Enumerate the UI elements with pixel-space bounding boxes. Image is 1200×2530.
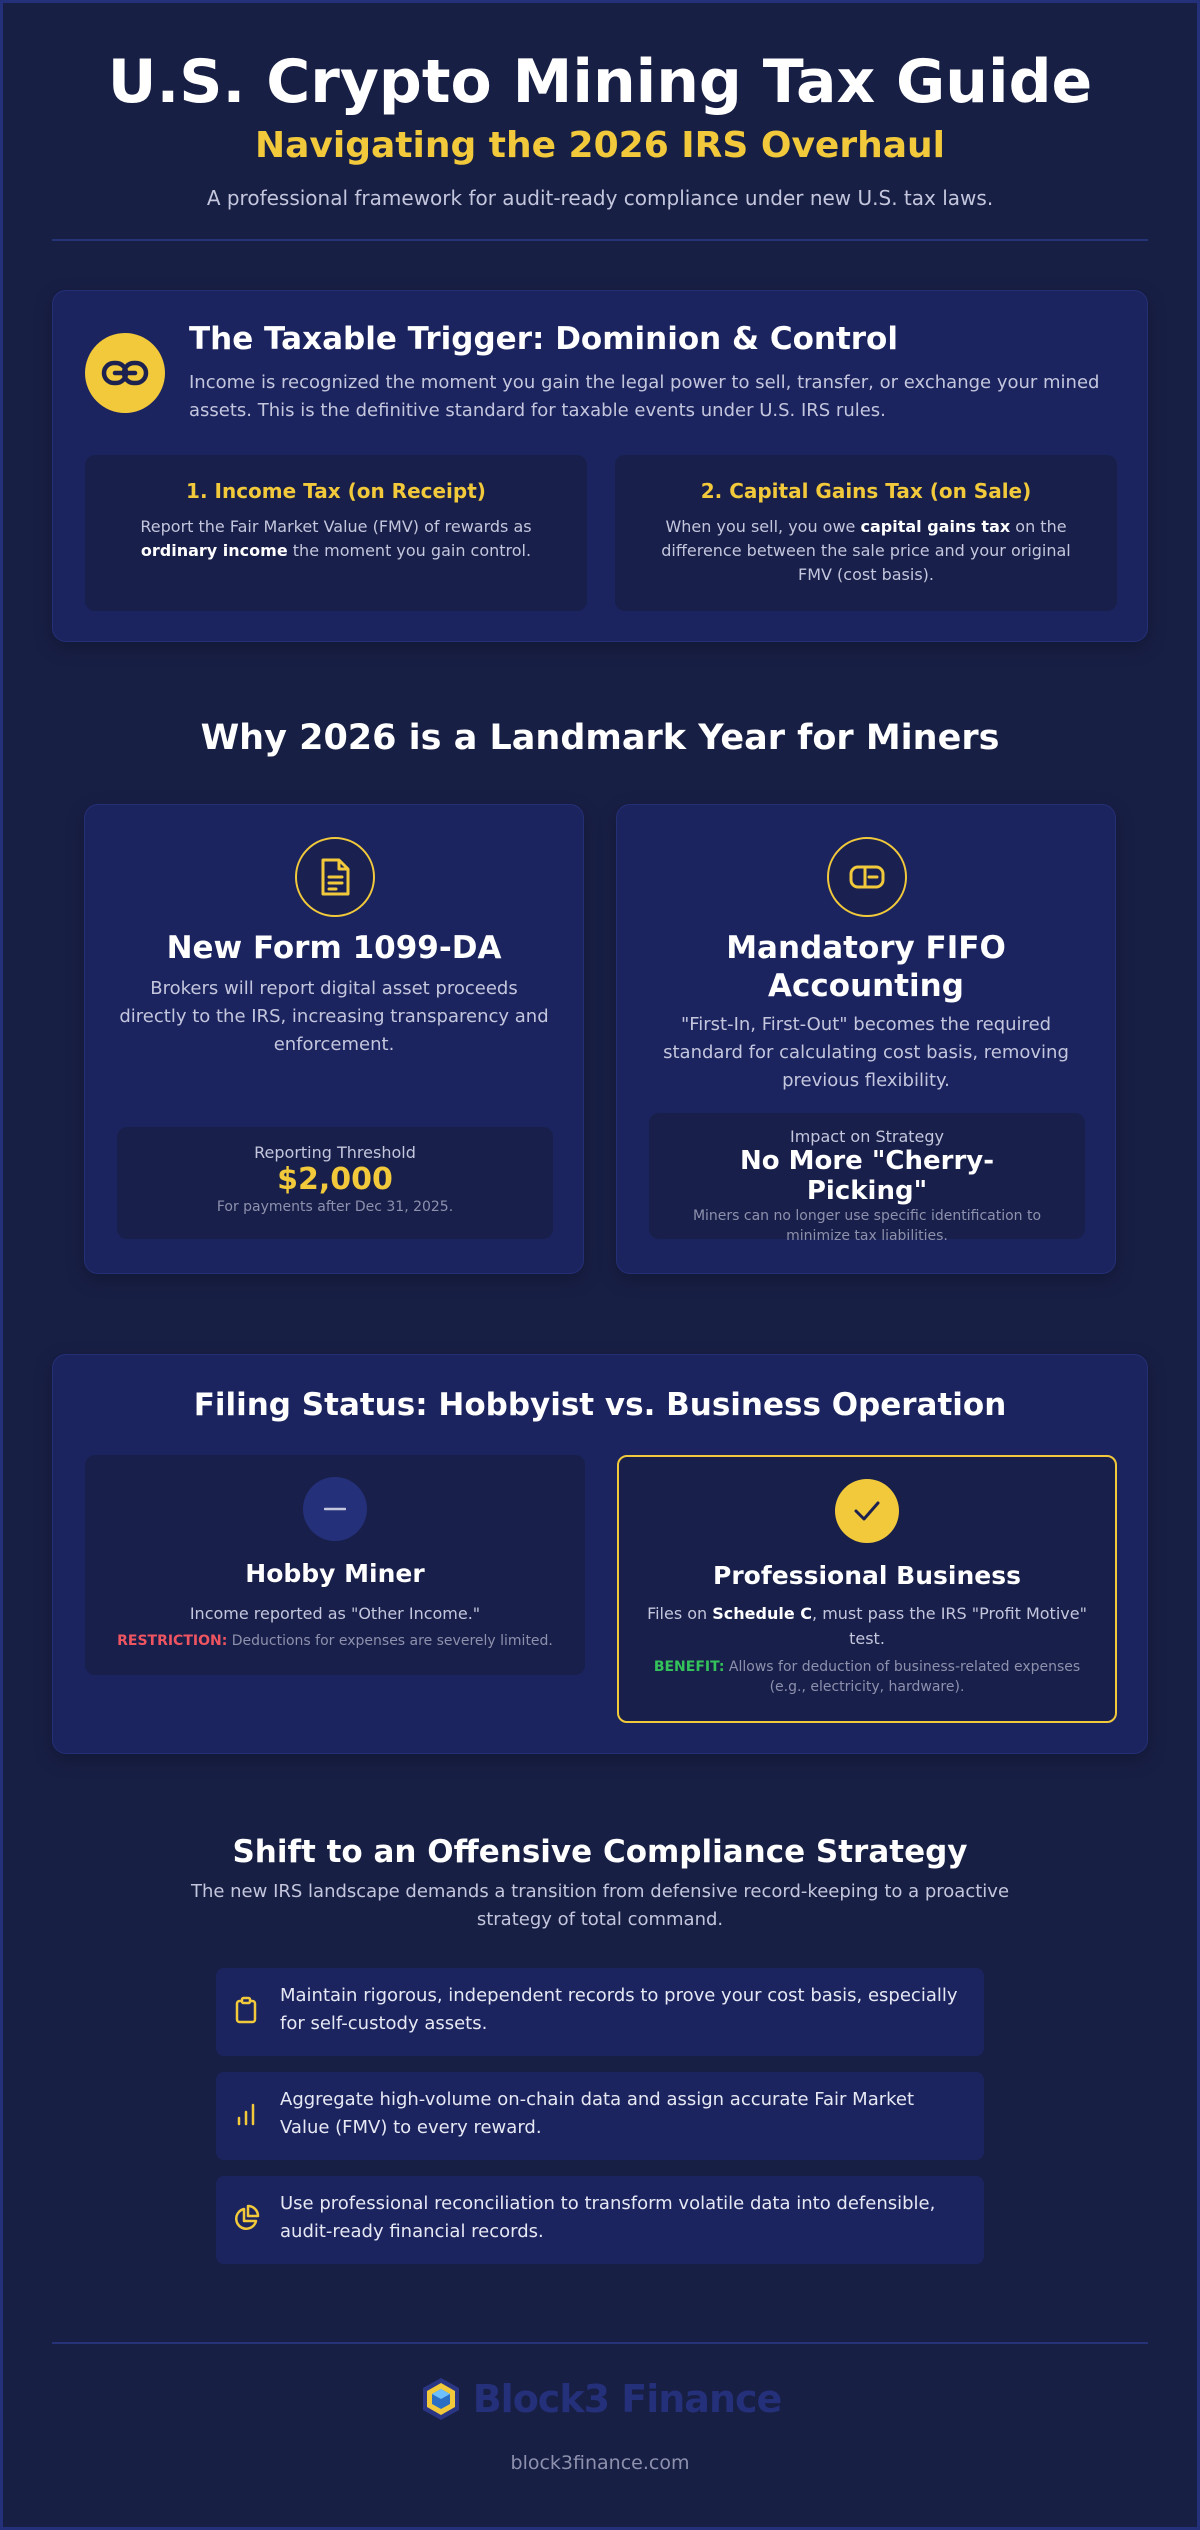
benefit-text: Allows for deduction of business-related expenses (e.g., electricity, hardware). — [724, 1659, 1081, 1695]
pie-chart-icon — [232, 2204, 260, 2232]
strategy-item — [216, 2176, 984, 2264]
filing-status-title: Filing Status: Hobbyist vs. Business Operation — [193, 1387, 1007, 1423]
trigger-description: Income is recognized the moment you gain the legal power to sell, transfer, or exchange your mined assets. This is the definitive standard for taxable events under U.S. IRS rules. — [189, 372, 1100, 421]
fifo-title-line2: Accounting — [768, 968, 964, 1004]
minus-icon — [303, 1477, 367, 1541]
clipboard-icon — [232, 1996, 260, 2024]
hobby-miner-box — [85, 1455, 585, 1675]
strategy-item — [216, 2072, 984, 2160]
strategy-description: The new IRS landscape demands a transition from defensive record-keeping to a proactive strategy of total command. — [190, 1881, 1010, 1930]
footer-brand: Block3 Finance — [472, 2377, 782, 2421]
page-title: U.S. Crypto Mining Tax Guide — [107, 47, 1093, 117]
link-icon — [85, 333, 165, 413]
strategy-item-text: Maintain rigorous, independent records to prove your cost basis, especially for self-custody assets. — [280, 1985, 958, 2034]
page-header — [0, 44, 1200, 210]
income-tax-text-b: the moment you gain control. — [287, 541, 532, 560]
fifo-text: "First-In, First-Out" becomes the required standard for calculating cost basis, removing previous flexibility. — [663, 1014, 1069, 1091]
professional-business-text — [647, 1601, 1087, 1651]
capital-gains-box — [615, 455, 1117, 611]
strategy-item-text: Use professional reconciliation to transform volatile data into defensible, audit-ready financial records. — [280, 2193, 936, 2242]
business-text-bold: Schedule C — [712, 1604, 813, 1623]
income-tax-title: 1. Income Tax (on Receipt) — [186, 479, 486, 503]
income-tax-text — [115, 515, 557, 563]
restriction-text: Deductions for expenses are severely limited. — [227, 1633, 553, 1649]
impact-label: Impact on Strategy — [790, 1127, 944, 1146]
threshold-label: Reporting Threshold — [254, 1143, 416, 1162]
threshold-note: For payments after Dec 31, 2025. — [216, 1199, 454, 1215]
bar-chart-icon — [232, 2100, 260, 2128]
impact-value: No More "Cherry-Picking" — [739, 1146, 995, 1206]
benefit-tag: BENEFIT: — [653, 1659, 725, 1675]
checkmark-icon — [835, 1479, 899, 1543]
capital-gains-text-a: When you sell, you owe — [665, 517, 861, 536]
reporting-threshold-box — [117, 1127, 553, 1239]
strategy-item-text: Aggregate high-volume on-chain data and assign accurate Fair Market Value (FMV) to every reward. — [280, 2089, 915, 2138]
threshold-value: $2,000 — [277, 1162, 393, 1197]
income-tax-box — [85, 455, 587, 611]
hobby-miner-title: Hobby Miner — [245, 1559, 425, 1588]
capital-gains-text-b: on the difference between the sale price and your original FMV (cost basis). — [661, 517, 1071, 584]
capital-gains-text-bold: capital gains tax — [860, 517, 1011, 536]
taxable-trigger-panel — [52, 290, 1148, 642]
landmark-title: Why 2026 is a Landmark Year for Miners — [200, 718, 1000, 758]
restriction-tag: RESTRICTION: — [117, 1633, 228, 1649]
fifo-title — [617, 929, 1115, 1005]
page-subtitle: Navigating the 2026 IRS Overhaul — [255, 125, 945, 166]
page-tagline: A professional framework for audit-ready compliance under new U.S. tax laws. — [206, 186, 994, 210]
fifo-card — [616, 804, 1116, 1274]
trigger-title: The Taxable Trigger: Dominion & Control — [189, 321, 898, 357]
capital-gains-text — [645, 515, 1087, 587]
hobby-miner-note — [105, 1631, 565, 1651]
filing-status-panel — [52, 1354, 1148, 1754]
business-text-a: Files on — [647, 1604, 713, 1623]
form-1099-title: New Form 1099-DA — [166, 930, 502, 966]
header-divider — [52, 239, 1148, 241]
professional-business-box — [617, 1455, 1117, 1723]
strategy-item — [216, 1968, 984, 2056]
income-tax-text-a: Report the Fair Market Value (FMV) of rewards as — [140, 517, 532, 536]
professional-business-title: Professional Business — [713, 1561, 1021, 1590]
impact-note: Miners can no longer use specific identification to minimize tax liabilities. — [692, 1208, 1042, 1244]
strategy-impact-box — [649, 1113, 1085, 1244]
document-icon — [295, 837, 375, 917]
footer-logo — [0, 2376, 1200, 2422]
professional-business-note — [649, 1657, 1085, 1697]
income-tax-text-bold: ordinary income — [140, 541, 288, 560]
fifo-title-line1: Mandatory FIFO — [726, 930, 1006, 966]
footer-url[interactable]: block3finance.com — [510, 2452, 690, 2474]
footer-divider — [52, 2342, 1148, 2344]
form-1099-text: Brokers will report digital asset proceeds directly to the IRS, increasing transparency and enforcement. — [119, 978, 549, 1055]
form-1099-card — [84, 804, 584, 1274]
ticket-icon — [827, 837, 907, 917]
capital-gains-title: 2. Capital Gains Tax (on Sale) — [700, 479, 1032, 503]
hexagon-logo-icon — [419, 2376, 463, 2422]
business-text-b: , must pass the IRS "Profit Motive" test. — [812, 1604, 1087, 1648]
strategy-title: Shift to an Offensive Compliance Strategy — [232, 1834, 968, 1870]
hobby-miner-text: Income reported as "Other Income." — [189, 1604, 481, 1623]
